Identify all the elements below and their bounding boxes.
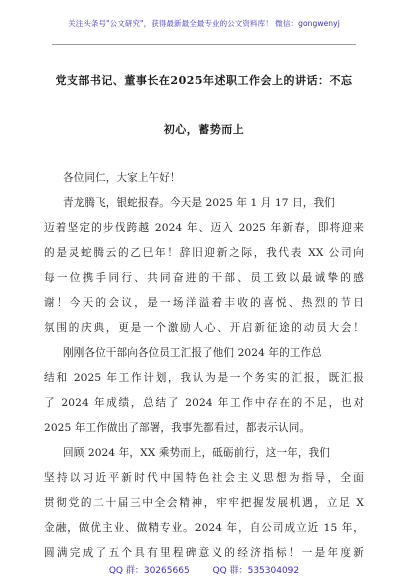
document-title-line-1: 党支部书记、董事长在2025年述职工作会上的讲话：不忘	[55, 74, 353, 87]
footer-qq-group-2: QQ 群：535304092	[212, 566, 300, 576]
footer	[0, 563, 408, 576]
document-title-line-2: 初心，蓄势而上	[163, 123, 245, 136]
paragraph-3-line-5: 圆满完成了五个具有里程碑意义的经济指标！一是年度新	[44, 547, 364, 559]
paragraph-3-line-2: 坚持以习近平新时代中国特色社会主义思想为指导，全面	[44, 472, 364, 484]
header-divider	[52, 44, 356, 45]
paragraph-2-line-4: 2025 年工作做出了部署，我事先都看过，都表示认同。	[44, 422, 311, 434]
paragraph-2-line-2: 结和 2025 年工作计划，我认为是一个务实的汇报，既汇报	[44, 372, 364, 384]
paragraph-1-line-6: 氛围的庆典，更是一个激励人心、开启新征途的动员大会！	[44, 322, 364, 334]
paragraph-3-line-4: 金融，做优主业、做精专业。2024 年，自公司成立近 15 年，	[44, 522, 364, 534]
paragraph-2-line-3: 了 2024 年成绩，总结了 2024 年工作中存在的不足，也对	[44, 397, 364, 409]
header-banner: 关注头条号"公文研究"，获得最新最全最专业的公文资料库！ 微信：gongwenyj	[68, 19, 340, 28]
paragraph-3-line-1: 回顾 2024 年，XX 乘势而上，砥砺前行，这一年，我们	[63, 447, 330, 459]
paragraph-1-line-3: 的是灵蛇腾云的乙巳年！辞旧迎新之际，我代表 XX 公司向	[44, 247, 364, 259]
paragraph-1-line-1: 青龙腾飞，银蛇报春。今天是 2025 年 1 月 17 日，我们	[63, 197, 335, 209]
paragraph-2-line-1: 刚刚各位干部向各位员工汇报了他们 2024 年的工作总	[63, 347, 322, 359]
paragraph-3-line-3: 贯彻党的二十届三中全会精神，牢牢把握发展机遇，立足 X	[44, 497, 364, 509]
paragraph-1-line-4: 每一位携手同行、共同奋进的干部、员工致以最诚挚的感	[44, 272, 364, 284]
footer-qq-group-1: QQ 群：30265665	[108, 566, 190, 576]
paragraph-1-line-5: 谢！今天的会议，是一场洋溢着丰收的喜悦、热烈的节日	[44, 297, 364, 309]
paragraph-1-line-2: 迈着坚定的步伐跨越 2024 年、迈入 2025 年新春，即将迎来	[44, 222, 364, 234]
greeting-line: 各位同仁，大家上午好！	[63, 172, 181, 184]
